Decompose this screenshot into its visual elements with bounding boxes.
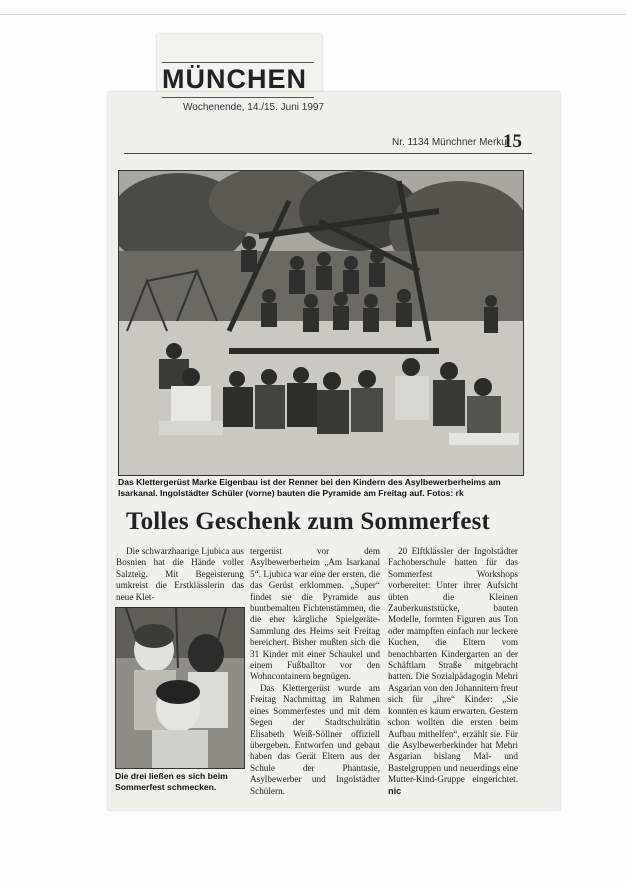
header-rule-bottom — [162, 97, 314, 98]
page-number: 15 — [503, 131, 522, 152]
column-2-paragraph-2: Das Klettergerüst wurde am Freitag Nachmittag im Rahmen eines Sommerfestes und mit dem Segen der Stadtschulrätin Elisabeth Weiß-Söllner offiziell übergeben. Entworfen und gebaut haben das Gerät Eltern aus der Schule der Phantasie, Asylbewerber und Ingolstädter Schülern. — [250, 682, 380, 796]
article-column-1 — [116, 546, 244, 603]
header-rule-top — [162, 62, 314, 63]
small-photo-image — [116, 608, 244, 768]
column-1-paragraph: Die schwarzhaarige Ljubica aus Bosnien hat die Hände voller Salzteig. Mit Begeisterung umkreist die Erstklässlerin das neue Klet- — [116, 546, 244, 602]
main-photo-caption: Das Klettergerüst Marke Eigenbau ist der Renner bei den Kindern des Asylbewerberheims am Isarkanal. Ingolstädter Schüler (vorne) bauten die Pyramide am Freitag auf. Fotos: rk — [118, 477, 501, 498]
issue-label: Nr. 1134 Münchner Merkur — [392, 137, 511, 148]
main-photo-image — [119, 171, 523, 475]
article-column-2 — [250, 546, 380, 797]
column-3-text: 20 Elftklässler der Ingolstädter Fachoberschule hatten für das Sommerfest Workshops vorbereitet: Unter ihrer Aufsicht übten die Kleinen Zauberkunststücke, bauten Modelle, formten Figuren aus Ton oder mampften einfach nur leckere Kuchen, die Eltern vom benachbarten Kindergarten an der Schäftlarn Straße mitgebracht hatten. Die Sozialpädagogin Mehri Asgarian von den Johannitern freut sich für „ihre“ Kinder: „Sie konnten es kaum erwarten. Gestern schon wollten die ersten beim Aufbau mithelfen“, erzählt sie. Für die Asylbewerberkinder hat Mehri Asgarian bislang Mal- und Bastelgruppen und neuerdings eine Mutter-Kind-Gruppe eingerichtet. — [388, 546, 518, 785]
column-2-paragraph-1: tergerüst vor dem Asylbewerberheim „Am Isarkanal 5“. Ljubica war eine der ersten, die das Gerüst erklommen. „Super“ findet sie die Pyramide aus buntbemalten Fichtenstämmen, die die eher kärgliche Spielgeräte-Sammlung des Heims seit Freitag bereichert. Bisher mußten sich die 31 Kinder mit einer Schaukel und einem Fußballtor vor den Wohncontainern begnügen. — [250, 546, 380, 682]
article-headline: Tolles Geschenk zum Sommerfest — [126, 508, 491, 535]
article-column-3 — [388, 546, 518, 797]
city-name: MÜNCHEN — [162, 64, 307, 94]
main-photo — [118, 170, 524, 476]
issue-rule — [124, 153, 532, 154]
scan-edge-line — [0, 14, 626, 15]
column-3-paragraph — [388, 546, 518, 797]
small-photo-caption: Die drei ließen es sich beim Sommerfest schmecken. — [115, 771, 228, 792]
small-photo — [115, 607, 245, 769]
publication-date: Wochenende, 14./15. Juni 1997 — [183, 102, 325, 113]
author-signature: nic — [388, 785, 402, 796]
